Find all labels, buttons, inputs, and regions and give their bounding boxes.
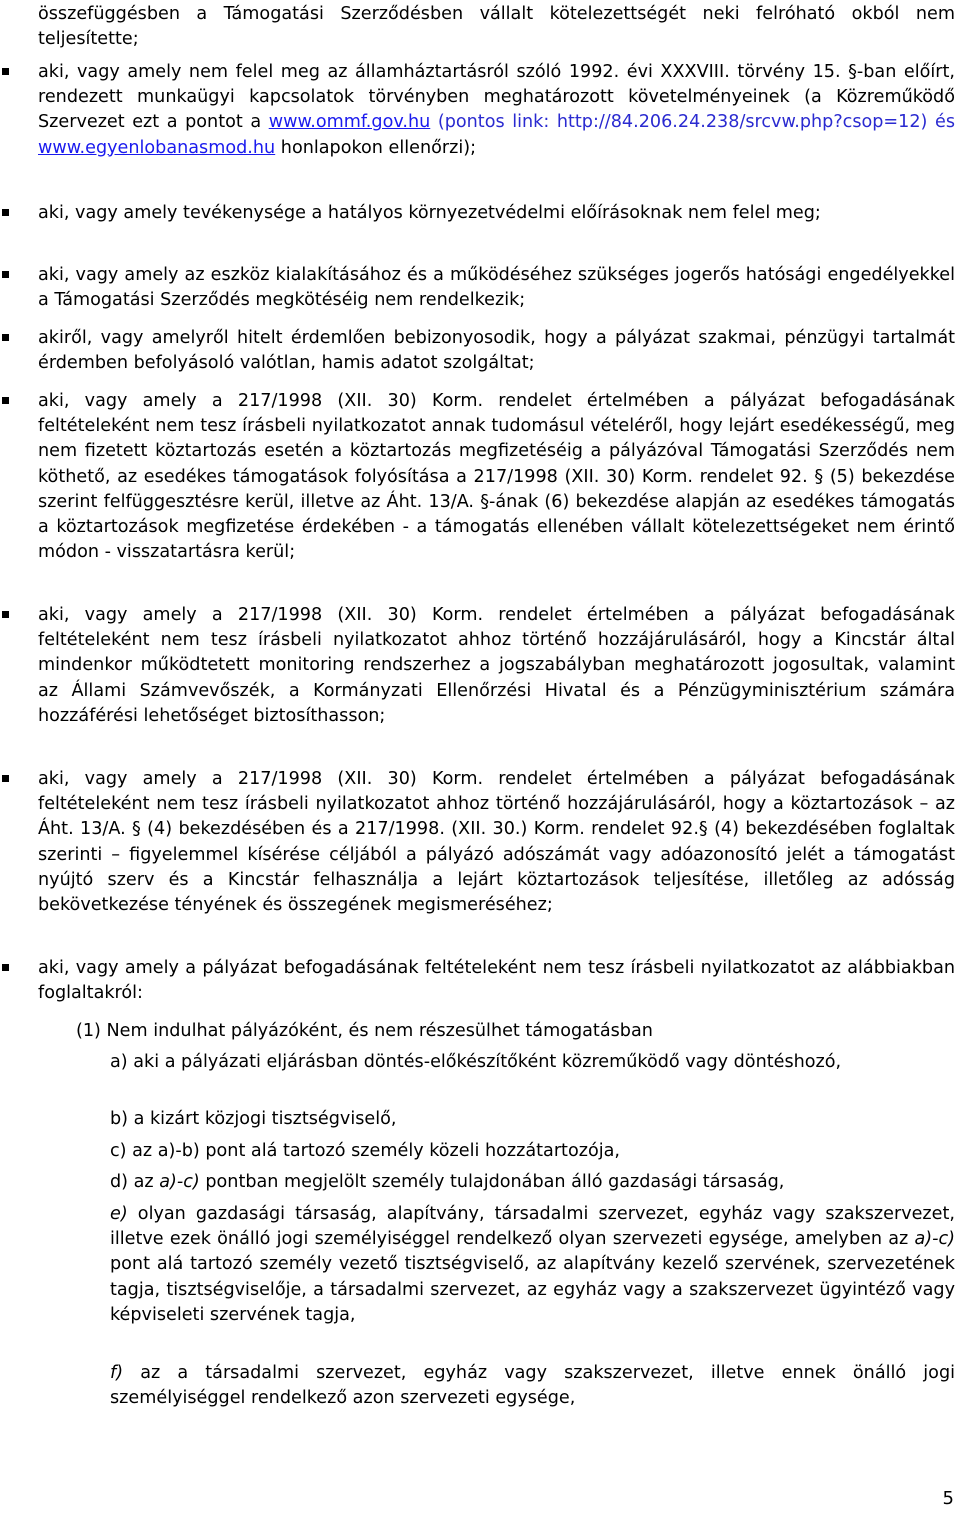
intro-paragraph: összefüggésben a Támogatási Szerződésben vállalt kötelezettségét neki felróható okból nem teljesítette; [38,4,955,50]
item-text: aki, vagy amely nem felel meg az államháztartásról szóló 1992. évi XXXVIII. törvény 15. §-ban előírt, rendezett munkaügyi kapcsolatok törvényben meghatározott követelményeinek (a Közreműködő Szervezet ezt a pontot a [38,62,955,133]
bullet-marker [2,611,9,618]
sublist-text: az a társadalmi szervezet, egyház vagy szakszervezet, illetve ennek önálló jogi személyiséggel rendelkező azon szervezeti egysége, [110,1363,955,1409]
sublist-item-d [110,1170,955,1195]
bullet-marker [2,964,9,971]
bullet-marker [2,775,9,782]
bullet-marker [2,271,9,278]
sublist-text: pontban megjelölt személy tulajdonában álló gazdasági társaság, [199,1172,785,1192]
sublist-italic: f) [110,1363,124,1383]
ommf-link[interactable]: www.ommf.gov.hu [268,112,431,133]
sublist-item-a: a) aki a pályázati eljárásban döntés-előkészítőként közreműködő vagy döntéshozó, [110,1052,842,1072]
sublist-text: olyan gazdasági társaság, alapítvány, társadalmi szervezet, egyház vagy szakszervezet, illetve ezek önálló jogi személyiséggel rendelkező olyan szervezeti egysége, amelyben az [110,1204,955,1250]
sublist-italic: a)-c) [159,1172,200,1192]
sublist-item-b: b) a kizárt közjogi tisztségviselő, [110,1109,397,1129]
list-item: aki, vagy amely tevékenysége a hatályos környezetvédelmi előírásoknak nem felel meg; [38,203,821,223]
item-text: (pontos link: http://84.206.24.238/srcvw.php?csop=12) és [430,112,955,133]
sublist-item-f [110,1361,955,1411]
bullet-marker [2,397,9,404]
list-item: aki, vagy amely a 217/1998 (XII. 30) Korm. rendelet értelmében a pályázat befogadásának feltételeként nem tesz írásbeli nyilatkozatot ahhoz történő hozzájárulásáról, hogy a Kincstár által mindenkor működtetett monitoring rendszerhez a jogszabályban meghatározott jogosultak, valamint az Állami Számvevőszék, a Kormányzati Ellenőrzési Hivatal és a Pénzügyminisztérium számára hozzáférési lehetőséget biztosíthasson; [38,605,955,726]
list-item: akiről, vagy amelyről hitelt érdemlően bebizonyosodik, hogy a pályázat szakmai, pénzügyi tartalmát érdemben befolyásoló valótlan, hamis adatot szolgáltat; [38,328,955,374]
list-item: aki, vagy amely a 217/1998 (XII. 30) Korm. rendelet értelmében a pályázat befogadásának feltételeként nem tesz írásbeli nyilatkozatot annak tudomásul vételéről, hogy lejárt esedékességű, meg nem fizetett köztartozás esetén a köztartozás megfizetéséig a pályázóval Támogatási Szerződés nem köthető, az esedékes támogatások folyósítása a 217/1998 (XII. 30) Korm. rendelet 92. § (5) bekezdése szerint felfüggesztésre kerül, illetve az Áht. 13/A. §-ának (6) bekezdése alapján az esedékes támogatás a köztartozások megfizetése érdekében - a támogatás ellenében vállalt kötelezettségeket nem érintő módon - visszatartásra kerül; [38,391,955,563]
sublist-italic: a)-c) [914,1229,955,1250]
sublist-heading: (1) Nem indulhat pályázóként, és nem részesülhet támogatásban [76,1021,653,1041]
sublist-item-c: c) az a)-b) pont alá tartozó személy közeli hozzátartozója, [110,1141,620,1161]
bullet-marker [2,334,9,341]
sublist-item-e [110,1202,955,1328]
egyenlobanasmod-link[interactable]: www.egyenlobanasmod.hu [38,137,276,158]
sublist-text: pont alá tartozó személy vezető tisztségviselő, az alapítvány kezelő szervének, szervezetének tagja, tisztségviselője, a társadalmi szervezet, az egyház vagy a szakszervezet ügyintéző vagy képviseleti szervének tagja, [110,1254,955,1325]
item-text: honlapokon ellenőrzi); [275,137,477,158]
list-item [38,60,955,161]
list-item: aki, vagy amely az eszköz kialakításához és a működéséhez szükséges jogerős hatósági engedélyekkel a Támogatási Szerződés megkötéséig nem rendelkezik; [38,265,955,311]
sublist-italic: e) [110,1204,128,1224]
page-number: 5 [942,1488,954,1509]
list-item: aki, vagy amely a 217/1998 (XII. 30) Korm. rendelet értelmében a pályázat befogadásának feltételeként nem tesz írásbeli nyilatkozatot ahhoz történő hozzájárulásáról, hogy a köztartozások – az Áht. 13/A. § (4) bekezdésében és a 217/1998. (XII. 30.) Korm. rendelet 92.§ (4) bekezdésében foglaltak szerinti – figyelemmel kísérése céljából a pályázó adószámát vagy adóazonosító jelét a támogatást nyújtó szerv és a Kincstár felhasználja a lejárt köztartozások teljesítése, illetőleg az adósság bekövetkezése tényének és összegének megismeréséhez; [38,769,955,916]
list-item: aki, vagy amely a pályázat befogadásának feltételeként nem tesz írásbeli nyilatkozatot az alábbiakban foglaltakról: [38,958,955,1004]
sublist-text: d) az [110,1172,160,1192]
bullet-marker [2,209,9,216]
bullet-marker [2,68,9,75]
